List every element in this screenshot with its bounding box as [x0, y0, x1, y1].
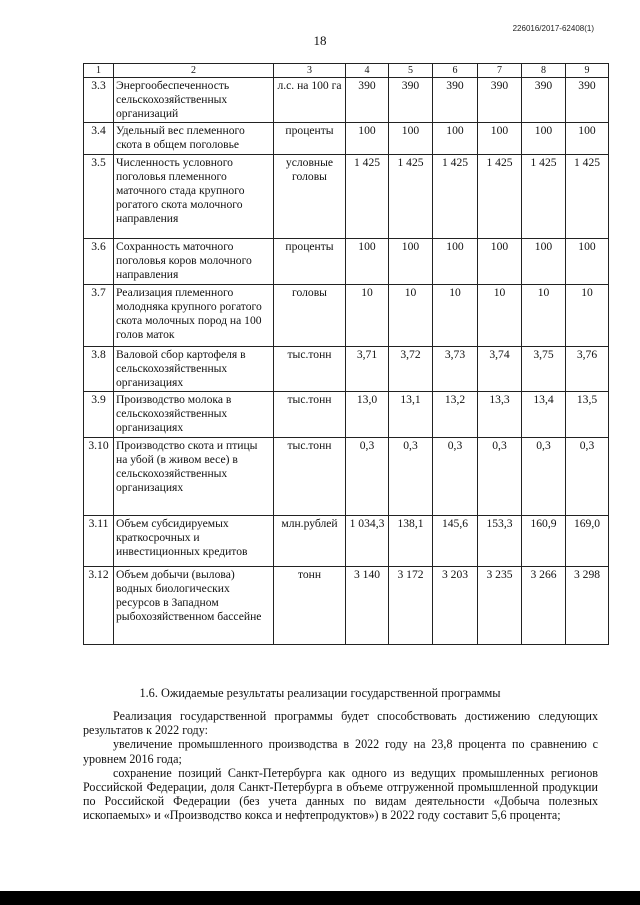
value-cell: 10: [522, 285, 566, 347]
column-header: 9: [566, 64, 609, 78]
section-heading: 1.6. Ожидаемые результаты реализации государственной программы: [139, 686, 501, 700]
indicator-name: Объем субсидируемых краткосрочных и инвестиционных кредитов: [114, 516, 274, 567]
value-cell: 13,0: [346, 392, 389, 438]
value-cell: 100: [346, 239, 389, 285]
row-number: 3.6: [84, 239, 114, 285]
indicator-name: Энергообеспеченность сельскохозяйственных организаций: [114, 78, 274, 123]
unit-cell: тыс.тонн: [274, 438, 346, 516]
unit-cell: условные головы: [274, 155, 346, 239]
value-cell: 1 425: [346, 155, 389, 239]
value-cell: 100: [346, 123, 389, 155]
value-cell: 390: [522, 78, 566, 123]
paragraph: Реализация государственной программы будет способствовать достижению следующих результатов к 2022 году:: [83, 709, 598, 738]
value-cell: 153,3: [478, 516, 522, 567]
value-cell: 145,6: [433, 516, 478, 567]
value-cell: 1 425: [566, 155, 609, 239]
paragraph: увеличение промышленного производства в 2022 году на 23,8 процента по сравнению с уровнем 2016 года;: [83, 737, 598, 766]
row-number: 3.7: [84, 285, 114, 347]
value-cell: 390: [346, 78, 389, 123]
value-cell: 0,3: [389, 438, 433, 516]
value-cell: 1 425: [389, 155, 433, 239]
value-cell: 3,71: [346, 347, 389, 392]
value-cell: 3,72: [389, 347, 433, 392]
row-number: 3.11: [84, 516, 114, 567]
value-cell: 10: [389, 285, 433, 347]
indicator-name: Сохранность маточного поголовья коров молочного направления: [114, 239, 274, 285]
value-cell: 169,0: [566, 516, 609, 567]
value-cell: 390: [389, 78, 433, 123]
value-cell: 100: [433, 123, 478, 155]
indicators-table: [83, 63, 609, 645]
indicator-name: Производство скота и птицы на убой (в живом весе) в сельскохозяйственных организациях: [114, 438, 274, 516]
value-cell: 10: [566, 285, 609, 347]
table-row: [84, 155, 609, 239]
row-number: 3.8: [84, 347, 114, 392]
row-number: 3.10: [84, 438, 114, 516]
document-id: 226016/2017-62408(1): [512, 24, 594, 33]
row-number: 3.5: [84, 155, 114, 239]
value-cell: 0,3: [433, 438, 478, 516]
value-cell: 3 172: [389, 567, 433, 645]
page-number: 18: [313, 33, 327, 48]
table-row: [84, 123, 609, 155]
value-cell: 0,3: [566, 438, 609, 516]
scan-edge-bar: [0, 891, 640, 905]
value-cell: 3,75: [522, 347, 566, 392]
row-number: 3.9: [84, 392, 114, 438]
column-header: 4: [346, 64, 389, 78]
value-cell: 100: [566, 123, 609, 155]
table-row: [84, 78, 609, 123]
indicator-name: Удельный вес племенного скота в общем поголовье: [114, 123, 274, 155]
indicator-name: Объем добычи (вылова) водных биологических ресурсов в Западном рыбохозяйственном бассейне: [114, 567, 274, 645]
value-cell: 3,74: [478, 347, 522, 392]
unit-cell: л.с. на 100 га: [274, 78, 346, 123]
value-cell: 100: [522, 239, 566, 285]
value-cell: 138,1: [389, 516, 433, 567]
unit-cell: млн.рублей: [274, 516, 346, 567]
column-header: 3: [274, 64, 346, 78]
row-number: 3.12: [84, 567, 114, 645]
table-row: [84, 516, 609, 567]
table-row: [84, 239, 609, 285]
table-row: [84, 285, 609, 347]
row-number: 3.3: [84, 78, 114, 123]
value-cell: 100: [389, 123, 433, 155]
value-cell: 390: [433, 78, 478, 123]
value-cell: 10: [478, 285, 522, 347]
indicator-name: Численность условного поголовья племенного маточного стада крупного рогатого скота молочного направления: [114, 155, 274, 239]
column-header: 2: [114, 64, 274, 78]
value-cell: 1 425: [478, 155, 522, 239]
table-row: [84, 438, 609, 516]
column-header: 8: [522, 64, 566, 78]
value-cell: 100: [478, 239, 522, 285]
table-header-row: [84, 64, 609, 78]
unit-cell: тыс.тонн: [274, 347, 346, 392]
value-cell: 100: [389, 239, 433, 285]
value-cell: 1 034,3: [346, 516, 389, 567]
value-cell: 390: [566, 78, 609, 123]
value-cell: 100: [433, 239, 478, 285]
value-cell: 160,9: [522, 516, 566, 567]
value-cell: 13,4: [522, 392, 566, 438]
indicator-name: Реализация племенного молодняка крупного рогатого скота молочных пород на 100 голов маток: [114, 285, 274, 347]
value-cell: 13,1: [389, 392, 433, 438]
value-cell: 390: [478, 78, 522, 123]
value-cell: 13,5: [566, 392, 609, 438]
value-cell: 100: [522, 123, 566, 155]
unit-cell: проценты: [274, 123, 346, 155]
paragraph: сохранение позиций Санкт-Петербурга как одного из ведущих промышленных регионов Российской Федерации, доля Санкт-Петербурга в объеме отгруженной промышленной продукции по Российской Федерации (без учета данных по видам деятельности «Добыча полезных ископаемых» и «Производство кокса и нефтепродуктов») в 2022 году составит 5,6 процента;: [83, 765, 598, 823]
value-cell: 0,3: [346, 438, 389, 516]
indicator-name: Валовой сбор картофеля в сельскохозяйственных организациях: [114, 347, 274, 392]
value-cell: 0,3: [522, 438, 566, 516]
column-header: 1: [84, 64, 114, 78]
value-cell: 13,2: [433, 392, 478, 438]
value-cell: 100: [566, 239, 609, 285]
value-cell: 10: [433, 285, 478, 347]
table-body: [84, 78, 609, 645]
column-header: 6: [433, 64, 478, 78]
value-cell: 3 235: [478, 567, 522, 645]
value-cell: 1 425: [433, 155, 478, 239]
value-cell: 3 140: [346, 567, 389, 645]
indicator-name: Производство молока в сельскохозяйственных организациях: [114, 392, 274, 438]
unit-cell: проценты: [274, 239, 346, 285]
value-cell: 3,76: [566, 347, 609, 392]
unit-cell: тонн: [274, 567, 346, 645]
section-body: [83, 709, 598, 823]
table-header: [84, 64, 609, 78]
value-cell: 3 266: [522, 567, 566, 645]
value-cell: 3,73: [433, 347, 478, 392]
value-cell: 3 203: [433, 567, 478, 645]
table-row: [84, 567, 609, 645]
column-header: 7: [478, 64, 522, 78]
value-cell: 100: [478, 123, 522, 155]
column-header: 5: [389, 64, 433, 78]
table-row: [84, 347, 609, 392]
table-row: [84, 392, 609, 438]
row-number: 3.4: [84, 123, 114, 155]
value-cell: 0,3: [478, 438, 522, 516]
unit-cell: тыс.тонн: [274, 392, 346, 438]
unit-cell: головы: [274, 285, 346, 347]
value-cell: 10: [346, 285, 389, 347]
value-cell: 1 425: [522, 155, 566, 239]
value-cell: 13,3: [478, 392, 522, 438]
value-cell: 3 298: [566, 567, 609, 645]
